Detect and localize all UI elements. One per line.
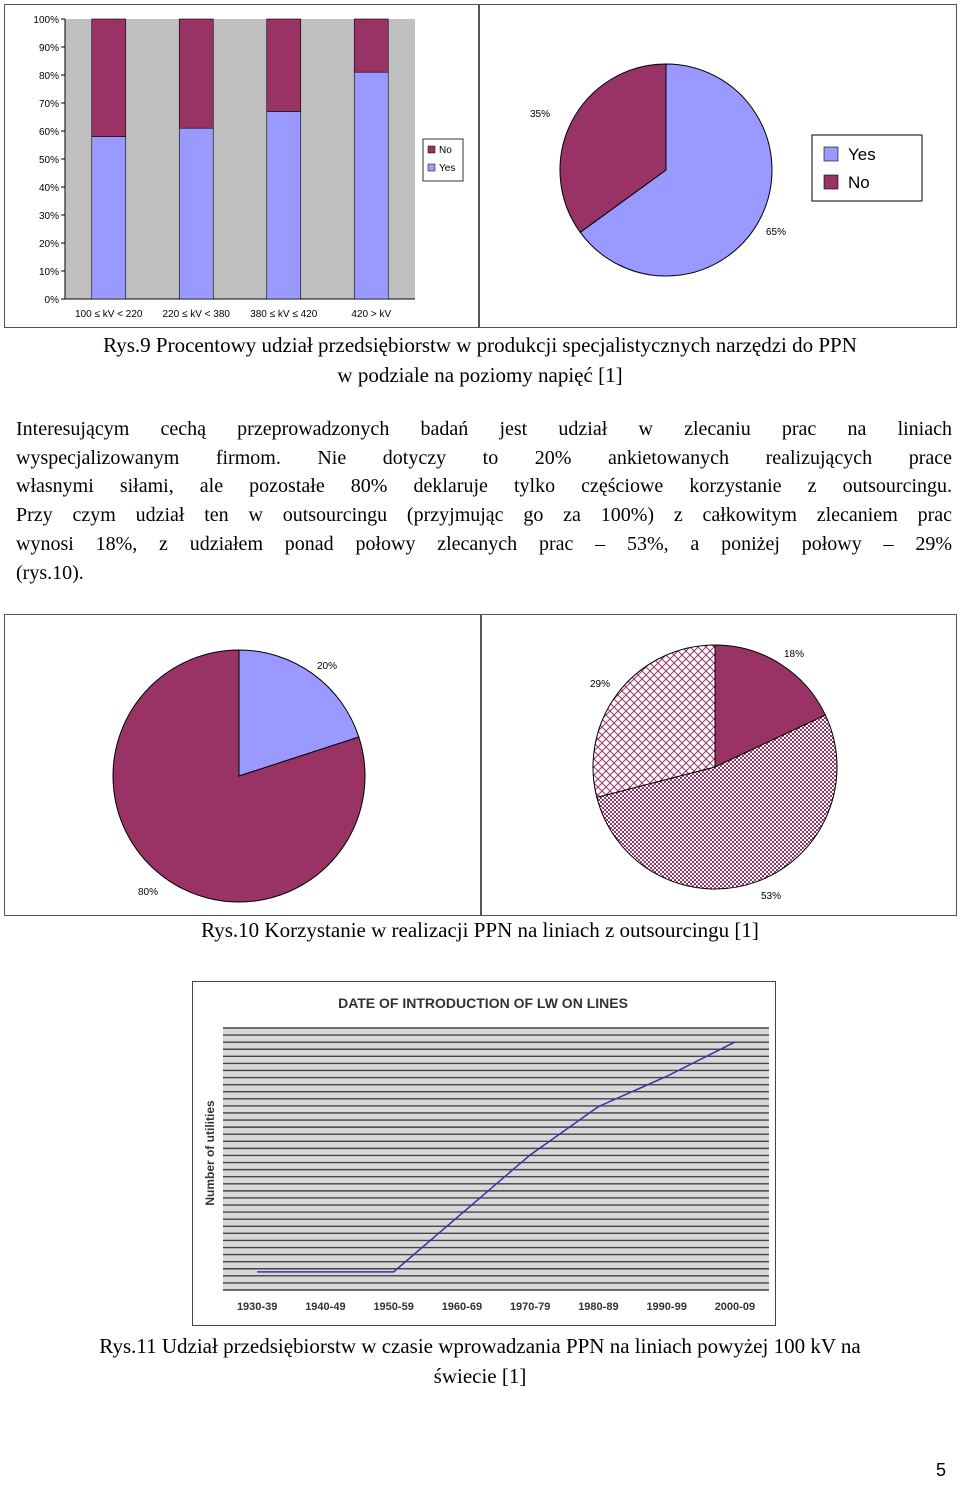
pie-chart-yes-no	[480, 5, 956, 327]
y-tick-label: 50%	[38, 155, 59, 166]
y-tick-label: 40%	[38, 183, 59, 194]
y-tick-label: 30%	[38, 211, 59, 222]
x-category-label: 1950-59	[373, 1301, 414, 1313]
x-category-label: 220 ≤ kV < 380	[162, 309, 230, 320]
figure-11-caption-line2: świecie [1]	[433, 1364, 527, 1388]
legend-label: No	[439, 145, 452, 156]
fig11-line-chart-panel	[192, 981, 776, 1326]
y-tick-label: 60%	[38, 127, 59, 138]
fig9-pie-chart-panel	[479, 4, 957, 328]
x-category-label: 1990-99	[646, 1301, 687, 1313]
pie-data-label: 65%	[766, 227, 787, 238]
paragraph-line: (rys.10).	[16, 561, 84, 584]
plot-area	[223, 1028, 769, 1290]
paragraph-line: wyspecjalizowanym firmom. Nie dotyczy to 20% ankietowanych realizujących prace	[16, 446, 952, 469]
chart-title: DATE OF INTRODUCTION OF LW ON LINES	[338, 995, 628, 1011]
x-category-label: 100 ≤ kV < 220	[75, 309, 143, 320]
figure-10-caption: Rys.10 Korzystanie w realizacji PPN na liniach z outsourcingu [1]	[201, 918, 759, 942]
x-category-label: 1980-89	[578, 1301, 619, 1313]
y-tick-label: 100%	[33, 15, 59, 26]
pie-data-label: 18%	[784, 649, 805, 660]
y-axis-label: Number of utilities	[203, 1100, 217, 1206]
x-category-label: 1930-39	[236, 1301, 278, 1313]
legend-label: No	[848, 173, 870, 192]
bar-segment-yes	[267, 111, 301, 299]
paragraph-line: Interesującym cechą przeprowadzonych badań jest udział w zlecaniu prac na liniach	[16, 418, 952, 440]
fig10-left-pie-panel	[4, 614, 481, 916]
legend-swatch	[824, 175, 838, 189]
paragraph-line: Przy czym udział ten w outsourcingu (przyjmując go za 100%) z całkowitym zlecaniem prac	[16, 504, 952, 527]
y-tick-label: 70%	[38, 99, 59, 110]
pie-data-label: 80%	[138, 887, 159, 898]
fig10-right-pie-panel	[481, 614, 957, 916]
legend-swatch	[428, 146, 435, 153]
bar-segment-no	[267, 19, 301, 111]
x-category-label: 1960-69	[441, 1301, 483, 1313]
paragraph-line: własnymi siłami, ale pozostałe 80% deklaruje tylko częściowe korzystanie z outsourcingu.	[16, 475, 952, 498]
bar-segment-yes	[92, 137, 126, 299]
bar-segment-no	[354, 19, 388, 72]
line-chart-introduction-dates	[193, 982, 775, 1325]
bar-segment-no	[179, 19, 213, 128]
legend-swatch	[428, 164, 435, 171]
x-category-label: 380 ≤ kV ≤ 420	[250, 309, 318, 320]
x-category-label: 420 > kV	[351, 309, 392, 320]
stacked-bar-chart	[5, 5, 478, 327]
pie-data-label: 53%	[761, 891, 782, 902]
page-number: 5	[935, 1460, 946, 1480]
pie-data-label: 35%	[530, 109, 551, 120]
bar-segment-yes	[354, 72, 388, 299]
bar-segment-no	[92, 19, 126, 137]
paragraph-line: wynosi 18%, z udziałem ponad połowy zlecanych prac – 53%, a poniżej połowy – 29%	[16, 532, 952, 555]
y-tick-label: 20%	[38, 239, 59, 250]
figure-11-caption	[0, 1331, 960, 1391]
fig9-bar-chart-panel	[4, 4, 479, 328]
body-paragraph	[16, 415, 952, 587]
y-tick-label: 80%	[38, 71, 59, 82]
legend-label: Yes	[848, 145, 876, 164]
figure-11-caption-line1: Rys.11 Udział przedsiębiorstw w czasie wprowadzania PPN na liniach powyżej 100 kV na	[99, 1334, 861, 1358]
pie-chart-outsourcing-levels	[482, 615, 956, 915]
figure-9-caption	[0, 330, 960, 390]
y-tick-label: 0%	[44, 295, 59, 306]
pie-data-label: 29%	[590, 679, 611, 690]
figure-9-caption-line2: w podziale na poziomy napięć [1]	[337, 363, 623, 387]
x-category-label: 1940-49	[305, 1301, 346, 1313]
legend-swatch	[824, 147, 838, 161]
legend-label: Yes	[439, 163, 456, 174]
y-tick-label: 90%	[38, 43, 59, 54]
pie-data-label: 20%	[317, 661, 338, 672]
bar-segment-yes	[179, 128, 213, 299]
figure-9-caption-line1: Rys.9 Procentowy udział przedsiębiorstw w produkcji specjalistycznych narzędzi do PPN	[103, 333, 857, 357]
x-category-label: 1970-79	[509, 1301, 551, 1313]
pie-chart-outsourcing-share	[5, 615, 480, 915]
y-tick-label: 10%	[38, 267, 59, 278]
x-category-label: 2000-09	[714, 1301, 756, 1313]
